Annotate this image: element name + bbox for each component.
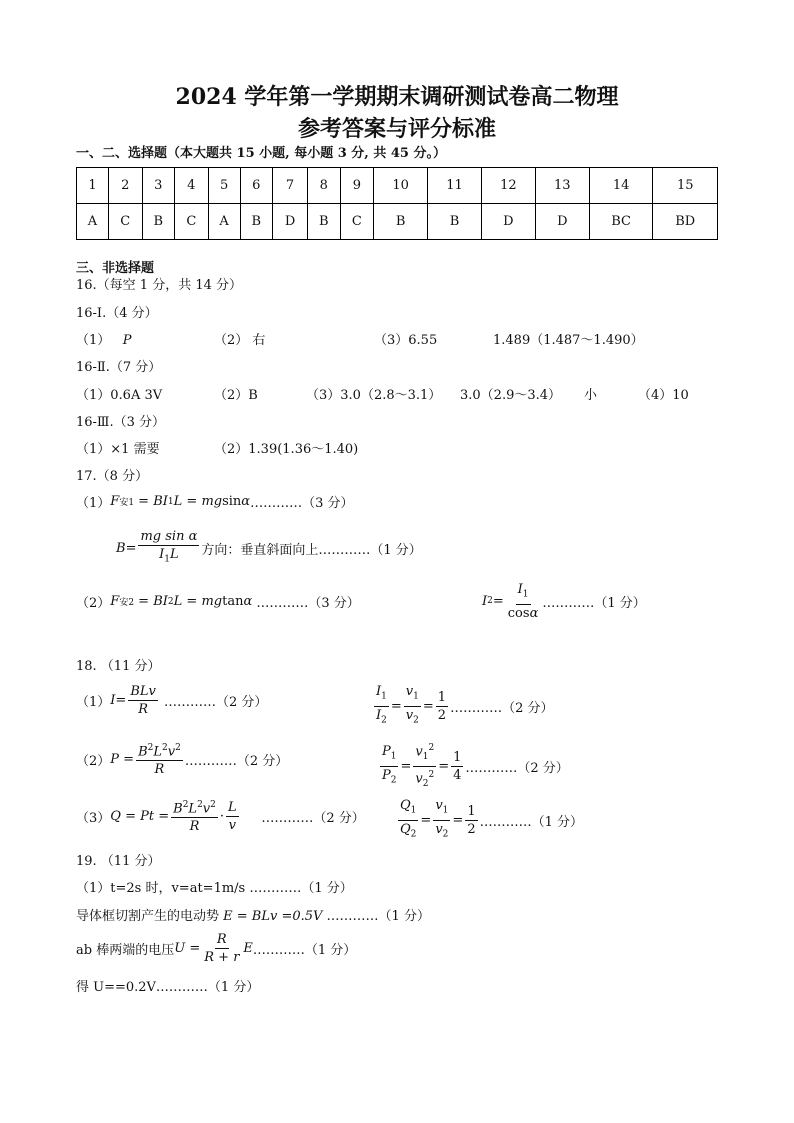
- question-number: 11: [428, 168, 482, 204]
- q16-3-answer-2: （2）1.39(1.36～1.40): [214, 442, 359, 457]
- q16-heading: 16.（每空 1 分，共 14 分）: [76, 278, 243, 293]
- q17-formula-2: B = $\frac{\text{mg sin α}}{I_1L}$ 方向：垂直斜面向上…………（1 分）: [116, 529, 422, 565]
- q17-heading: 17.（8 分）: [76, 469, 149, 484]
- q18-formula-2: （2） P = $\frac{B^2L^2v^2}{R}$ …………（2 分）: [76, 740, 288, 778]
- question-number: 4: [174, 168, 208, 204]
- q16-2-answer-6: （4）10: [638, 388, 689, 403]
- answer-cell: B: [240, 204, 272, 240]
- q16-1-answer-1: （1） P: [76, 333, 132, 348]
- q16-2-answer-5: 小: [584, 388, 598, 403]
- answer-cell: D: [481, 204, 535, 240]
- question-number: 6: [240, 168, 272, 204]
- q16-2-answer-2: （2）B: [214, 388, 258, 403]
- q18-ratio-2: $\frac{P_1}{P_2}$ = $\frac{v_1^2}{v_2^2}$ = $\frac{1}{4}$ …………（2 分）: [378, 740, 569, 793]
- section1-heading: 一、二、选择题（本大题共 15 小题, 每小题 3 分, 共 45 分。）: [76, 146, 446, 161]
- q19-line-1: （1）t=2s 时，v=at=1m/s …………（1 分）: [76, 881, 353, 896]
- q18-formula-3: （3） Q = Pt = $\frac{B^2L^2v^2}{R}$ · $\frac{L}{v}$ …………（2 分）: [76, 797, 365, 835]
- q17-formula-4: I 2 = $\frac{I_1}{\cos\alpha}$ …………（1 分）: [482, 582, 646, 621]
- section3-heading: 三、非选择题: [76, 261, 155, 276]
- answer-cell: D: [272, 204, 307, 240]
- q18-ratio-3: $\frac{Q_1}{Q_2}$ = $\frac{v_1}{v_2}$ = $\frac{1}{2}$ …………（1 分）: [400, 798, 583, 840]
- answer-cell: B: [308, 204, 340, 240]
- question-number: 15: [653, 168, 718, 204]
- q19-line-4: 得 U==0.2V…………（1 分）: [76, 980, 260, 995]
- answer-cell: A: [208, 204, 240, 240]
- question-number: 2: [108, 168, 142, 204]
- answer-cell: A: [77, 204, 109, 240]
- answer-cell: BD: [653, 204, 718, 240]
- q16-2-answer-4: 3.0（2.9～3.4）: [460, 388, 562, 403]
- q19-line-2: 导体框切割产生的电动势 E = BLv =0.5V …………（1 分）: [76, 909, 430, 924]
- page-subtitle: 参考答案与评分标准: [297, 116, 496, 142]
- answer-cell: D: [535, 204, 589, 240]
- question-number: 12: [481, 168, 535, 204]
- q17-formula-1: （1） F 安1 = BI 1 L = mg sin α …………（3 分）: [76, 494, 354, 511]
- question-number: 9: [340, 168, 374, 204]
- question-number: 3: [142, 168, 174, 204]
- question-number: 1: [77, 168, 109, 204]
- answer-cell: C: [108, 204, 142, 240]
- question-number: 10: [374, 168, 428, 204]
- answer-cell: C: [174, 204, 208, 240]
- question-number: 5: [208, 168, 240, 204]
- q18-heading: 18. （11 分）: [76, 659, 161, 674]
- q18-ratio-1: $\frac{I_1}{I_2}$ = $\frac{v_1}{v_2}$ = $\frac{1}{2}$ …………（2 分）: [376, 684, 554, 726]
- answer-cell: B: [428, 204, 482, 240]
- q16-1-answer-4: 1.489（1.487～1.490）: [493, 333, 644, 348]
- answer-table-number-row: [77, 168, 718, 204]
- q16-1-answer-2: （2） 右: [214, 333, 266, 348]
- answer-cell: BC: [589, 204, 653, 240]
- question-number: 13: [535, 168, 589, 204]
- q16-2-heading: 16-Ⅱ.（7 分）: [76, 360, 162, 375]
- q19-heading: 19. （11 分）: [76, 854, 161, 869]
- answer-cell: B: [142, 204, 174, 240]
- q17-formula-3: （2） F 安2 = BI 2 L = mg tan α …………（3 分）: [76, 594, 360, 611]
- q16-3-answer-1: （1）×1 需要: [76, 442, 160, 457]
- question-number: 7: [272, 168, 307, 204]
- answer-cell: B: [374, 204, 428, 240]
- q16-3-heading: 16-Ⅲ.（3 分）: [76, 415, 166, 430]
- page-title: 2024 学年第一学期期末调研测试卷高二物理: [175, 84, 619, 110]
- answer-table: [76, 167, 718, 240]
- q18-formula-1: （1） I = $\frac{\text{BLv}}{R}$ …………（2 分）: [76, 684, 268, 717]
- answer-cell: C: [340, 204, 374, 240]
- q16-2-answer-3: （3）3.0（2.8～3.1）: [306, 388, 442, 403]
- q19-line-3: ab 棒两端的电压 U = $\frac{R}{R + r}$ E …………（1 分）: [76, 932, 357, 965]
- q16-1-heading: 16-Ⅰ.（4 分）: [76, 306, 158, 321]
- question-number: 8: [308, 168, 340, 204]
- q16-1-answer-3: （3）6.55: [374, 333, 438, 348]
- q16-2-answer-1: （1）0.6A 3V: [76, 388, 163, 403]
- question-number: 14: [589, 168, 653, 204]
- answer-table-answer-row: [77, 204, 718, 240]
